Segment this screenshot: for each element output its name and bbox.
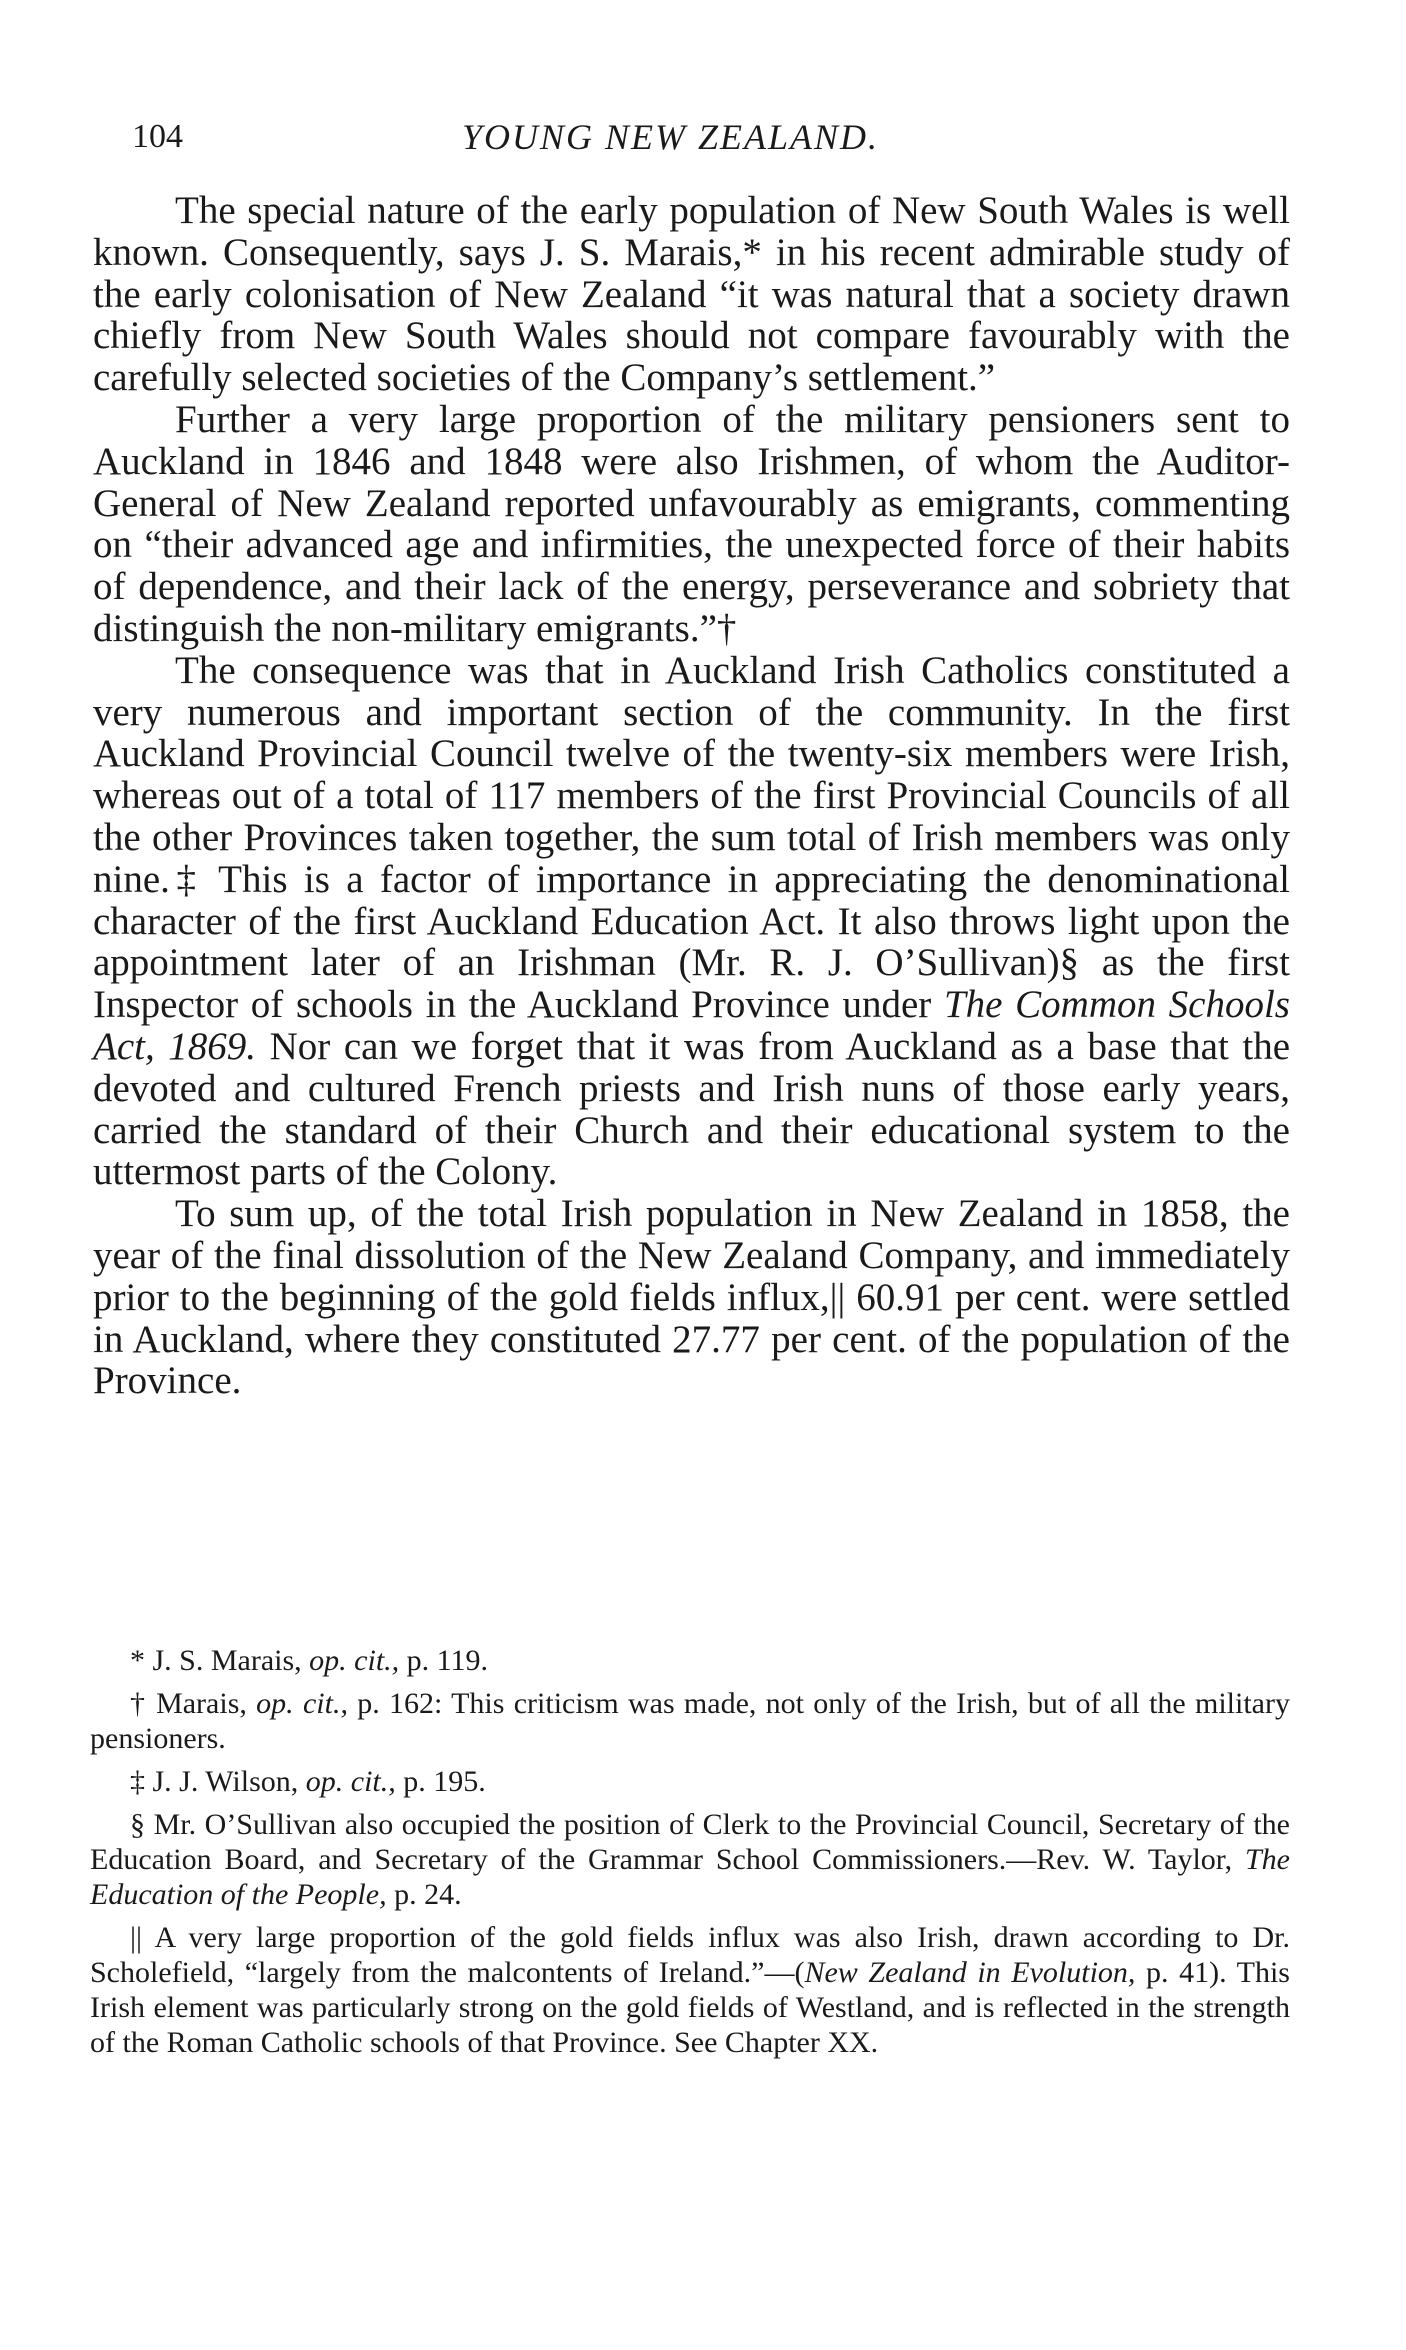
footnote-1-italic: op. cit.,: [309, 1644, 400, 1677]
footnote-3-text-b: p. 195.: [395, 1765, 486, 1798]
footnote-1-text-a: * J. S. Marais,: [130, 1644, 310, 1677]
paragraph-2: Further a very large proportion of the military pensioners sent to Auckland in 1846 and 1848 were also Irishmen, of whom the Auditor-General of New Zealand reported unfavourably as emigrants, commenting on “their advanced age and infirmities, the unexpected force of their habits of dependence, and their lack of the energy, perseverance and sobriety that distinguish the non-military emigrants.”†: [93, 397, 1290, 650]
footnote-5-italic: New Zealand in Evolution,: [804, 1956, 1136, 1989]
footnote-4-text-a: § Mr. O’Sullivan also occupied the position of Clerk to the Provincial Council, Secretary of the Education Board, and Secretary of the Grammar School Commissioners.—Rev. W. Taylor,: [90, 1808, 1290, 1876]
footnote-2: [90, 1686, 1290, 1756]
footnote-5-text-b: p. 41). This Irish element was particularly strong on the gold fields of Westland, and is reflected in the strength of the Roman Catholic schools of that Province. See Chapter XX.: [90, 1956, 1290, 2059]
footnote-1: [90, 1643, 1290, 1678]
footnote-3-text-a: ‡ J. J. Wilson,: [130, 1765, 306, 1798]
paragraph-3: [93, 650, 1290, 1193]
body-text: [93, 190, 1290, 1402]
footnotes: [90, 1643, 1290, 2068]
act-title: The Common Schools Act, 1869.: [93, 983, 1290, 1068]
footnote-2-text-a: † Marais,: [130, 1687, 257, 1720]
footnote-4-text-b: p. 24.: [386, 1878, 462, 1911]
running-head: [0, 112, 1406, 162]
footnote-1-text-b: p. 119.: [399, 1644, 489, 1677]
paragraph-4: To sum up, of the total Irish population in New Zealand in 1858, the year of the final dissolution of the New Zealand Company, and immediately prior to the beginning of the gold fields influx,|| 60.91 per cent. were settled in Auckland, where they constituted 27.77 per cent. of the population of the Province.: [93, 1192, 1290, 1403]
footnote-5: [90, 1920, 1290, 2060]
footnote-3-italic: op. cit.,: [305, 1765, 396, 1798]
paragraph-1: The special nature of the early population of New South Wales is well known. Consequently, says J. S. Marais,* in his recent admirable study of the early colonisation of New Zealand “it was natural that a society drawn chiefly from New South Wales should not compare favourably with the carefully selected societies of the Company’s settlement.”: [93, 189, 1290, 400]
footnote-3: [90, 1764, 1290, 1799]
footnote-2-text-b: p. 162: This criticism was made, not only of the Irish, but of all the military pensioners.: [90, 1687, 1290, 1755]
footnote-4-italic: The Education of the People,: [90, 1843, 1290, 1911]
paragraph-3-text-b: Nor can we forget that it was from Auckland as a base that the devoted and cultured French priests and Irish nuns of those early years, carried the standard of their Church and their educational system to the uttermost parts of the Colony.: [93, 1024, 1291, 1194]
footnote-2-italic: op. cit.,: [256, 1687, 348, 1720]
page-number: 104: [132, 118, 183, 155]
footnote-4: [90, 1807, 1290, 1912]
running-title: YOUNG NEW ZEALAND.: [462, 117, 880, 157]
footnote-5-text-a: || A very large proportion of the gold fields influx was also Irish, drawn according to Dr. Scholefield, “largely from the malcontents of Ireland.”—(: [90, 1921, 1290, 1989]
paragraph-3-text-a: The consequence was that in Auckland Irish Catholics constituted a very numerous and important section of the community. In the first Auckland Provincial Council twelve of the twenty-six members were Irish, whereas out of a total of 117 members of the first Provincial Councils of all the other Provinces taken together, the sum total of Irish members was only nine.‡ This is a factor of importance in appreciating the denominational character of the first Auckland Education Act. It also throws light upon the appointment later of an Irishman (Mr. R. J. O’Sullivan)§ as the first Inspector of schools in the Auckland Province under: [93, 648, 1290, 1027]
